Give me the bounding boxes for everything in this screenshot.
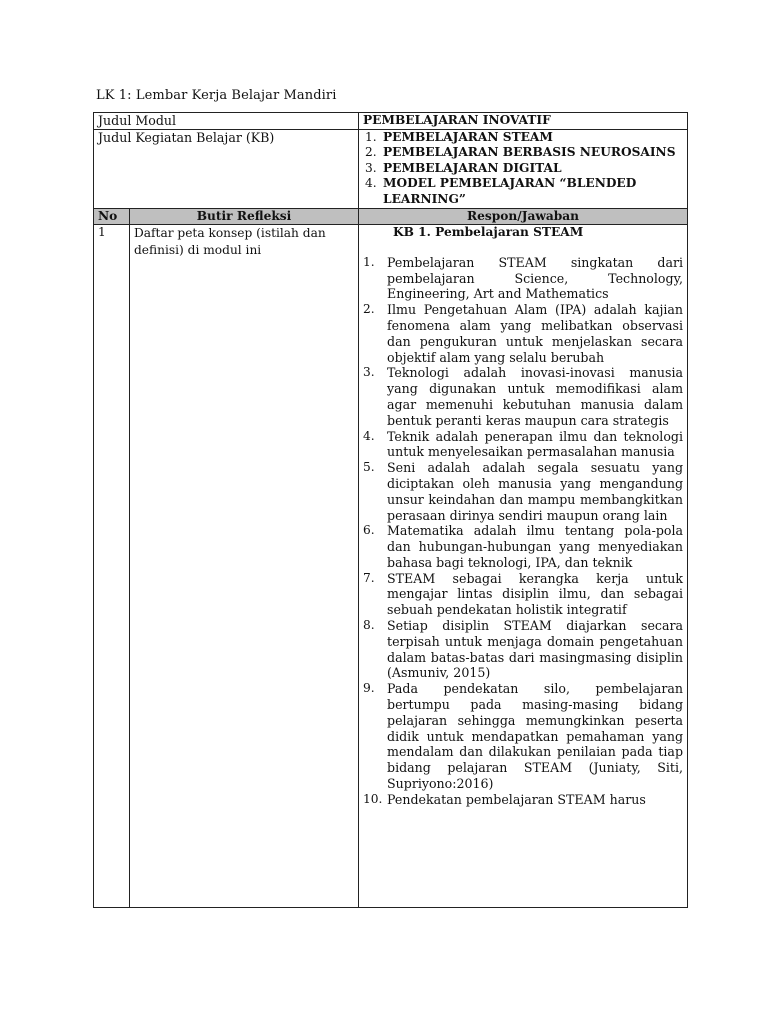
list-item: [363, 523, 683, 570]
kb-item: 1. PEMBELAJARAN STEAM: [365, 129, 553, 144]
response-list: [363, 255, 683, 808]
table-row: [94, 225, 688, 908]
list-item-text: Ilmu Pengetahuan Alam (IPA) adalah kajian fenomena alam yang melibatkan observasi dan pengukuran untuk menjelaskan secara objektif alam yang selalu berubah: [387, 302, 684, 365]
list-item: [363, 460, 683, 523]
list-item: [363, 429, 683, 461]
kb-heading: KB 1. Pembelajaran STEAM: [393, 225, 584, 240]
kb-list: [363, 130, 683, 208]
document-title: LK 1: Lembar Kerja Belajar Mandiri: [96, 88, 337, 103]
list-item-number: 6.: [363, 523, 375, 538]
kb-list-cell: [359, 129, 688, 208]
kb-item: 4. MODEL PEMBELAJARAN “BLENDED LEARNING”: [365, 176, 637, 206]
entry-no: 1: [94, 225, 130, 908]
list-item-number: 5.: [363, 460, 375, 475]
list-item-number: 10.: [363, 791, 383, 806]
list-item: [363, 681, 683, 792]
list-item-text: Pendekatan pembelajaran STEAM harus: [387, 791, 646, 807]
list-item-number: 8.: [363, 618, 375, 633]
header-butir: Butir Refleksi: [130, 208, 359, 225]
list-item-text: Setiap disiplin STEAM diajarkan secara terpisah untuk menjaga domain pengetahuan dalam batas-batas dari masingmasing disiplin (Asmuniv, 2015): [387, 618, 684, 681]
list-item: [363, 792, 683, 808]
list-item-text: Seni adalah adalah segala sesuatu yang diciptakan oleh manusia yang mengandung unsur keindahan dan mampu membangkitkan perasaan dirinya sendiri maupun orang lain: [387, 460, 684, 523]
list-item: [363, 302, 683, 365]
table-header-row: [94, 208, 688, 225]
entry-respon: [359, 225, 688, 908]
kb-item: 2. PEMBELAJARAN BERBASIS NEUROSAINS: [365, 145, 676, 160]
list-item: [363, 618, 683, 681]
list-item-text: Teknik adalah penerapan ilmu dan teknologi untuk menyelesaikan permasalahan manusia: [387, 428, 684, 460]
list-item-text: Matematika adalah ilmu tentang pola-pola dan hubungan-hubungan yang menyediakan bahasa bagi teknologi, IPA, dan teknik: [387, 523, 684, 570]
modul-value: PEMBELAJARAN INOVATIF: [359, 113, 688, 130]
list-item-number: 3.: [363, 365, 375, 380]
kb-label: Judul Kegiatan Belajar (KB): [94, 129, 359, 208]
list-item: [363, 571, 683, 618]
row-modul: [94, 113, 688, 130]
row-kb: [94, 129, 688, 208]
kb-item: 3. PEMBELAJARAN DIGITAL: [365, 160, 562, 175]
list-item-text: STEAM sebagai kerangka kerja untuk mengajar lintas disiplin ilmu, dan sebagai sebuah pendekatan holistik integratif: [387, 570, 684, 618]
modul-label: Judul Modul: [94, 113, 359, 130]
list-item-number: 1.: [363, 254, 375, 269]
list-item-number: 2.: [363, 302, 375, 317]
header-respon: Respon/Jawaban: [359, 208, 688, 225]
entry-butir: Daftar peta konsep (istilah dan definisi) di modul ini: [130, 225, 359, 908]
header-no: No: [94, 208, 130, 225]
list-item-number: 9.: [363, 681, 375, 696]
worksheet-table: [93, 112, 688, 908]
list-item-number: 4.: [363, 428, 375, 443]
list-item-text: Pembelajaran STEAM singkatan dari pembelajaran Science, Technology, Engineering, Art and Mathematics: [387, 254, 684, 302]
list-item: [363, 365, 683, 428]
list-item-text: Pada pendekatan silo, pembelajaran bertumpu pada masing-masing bidang pelajaran sehingga memungkinkan peserta didik untuk mendapatkan pemahaman yang mendalam dan dilakukan penilaian pada tiap bidang pelajaran STEAM (Juniaty, Siti, Supriyono:2016): [387, 681, 684, 792]
list-item-number: 7.: [363, 570, 375, 585]
list-item: [363, 255, 683, 302]
list-item-text: Teknologi adalah inovasi-inovasi manusia yang digunakan untuk memodifikasi alam agar memenuhi kebutuhan manusia dalam bentuk peranti keras maupun cara strategis: [387, 365, 684, 428]
